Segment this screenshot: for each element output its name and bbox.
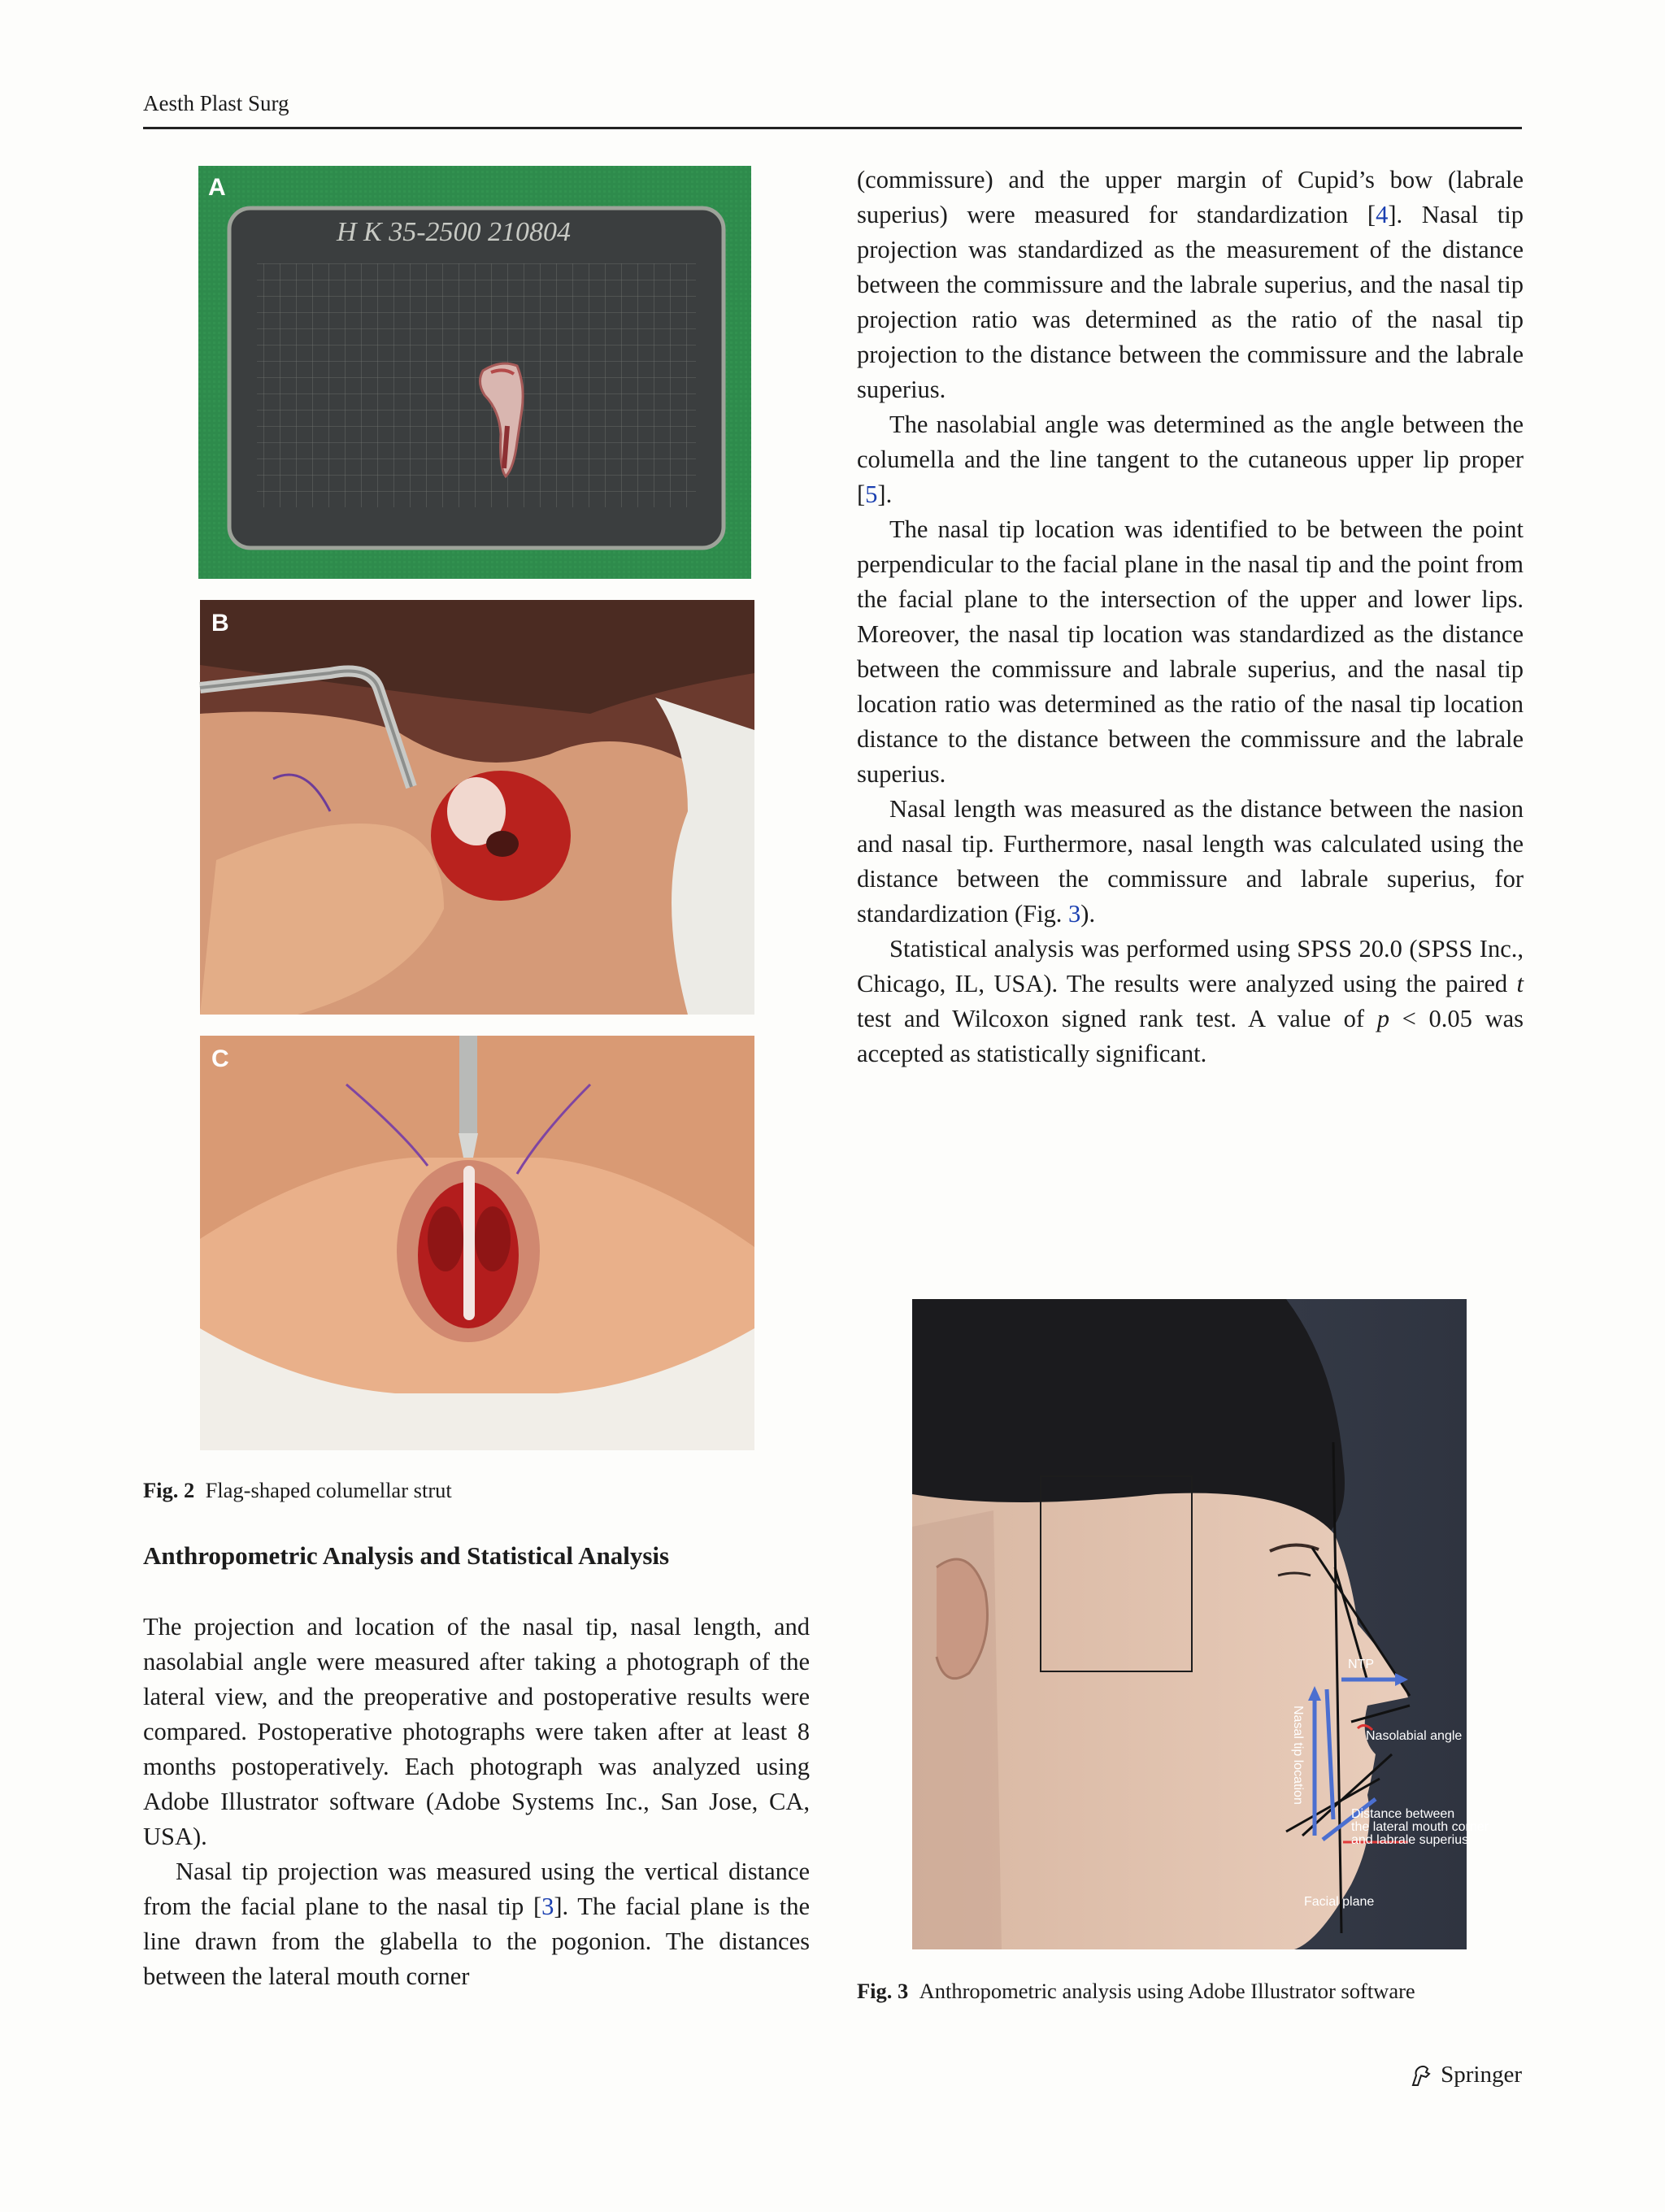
- distance-label-line-1: Distance between: [1351, 1807, 1455, 1821]
- panel-label-b: B: [211, 610, 229, 637]
- citation-link-5[interactable]: 5: [865, 480, 878, 508]
- ntp-label: NTP: [1348, 1658, 1374, 1671]
- left-paragraph-1: The projection and location of the nasal tip, nasal length, and nasolabial angle were measured after taking a photograph of the lateral view, and the preoperative and postoperative results were compared. Postoperative photographs were taken after at least 8 months postoperatively. Each photograph was analyzed using Adobe Illustrator software (Adobe Systems Inc., San Jose, CA, USA).: [143, 1613, 810, 1850]
- panel-label-a: A: [208, 174, 226, 201]
- springer-horse-icon: [1408, 2062, 1434, 2088]
- figure3-photo: [912, 1299, 1489, 1949]
- publisher-logo: [1408, 2062, 1522, 2088]
- right-column-text: [857, 163, 1524, 1071]
- distance-label-line-2: the lateral mouth corner: [1351, 1820, 1489, 1834]
- nasal-tip-location-label: Nasal tip location: [1291, 1706, 1305, 1805]
- right-paragraph-4: Nasal length was measured as the distance between the nasion and nasal tip. Furthermore, nasal length was calculated using the distance between the commissure and labrale superius, for standardization (Fig. 3).: [857, 795, 1524, 928]
- columellar-strut-on-ruler-photo: [198, 166, 751, 579]
- figure2-caption-text: Flag-shaped columellar strut: [205, 1478, 452, 1502]
- facial-plane-label: Facial plane: [1304, 1895, 1375, 1909]
- figure3-caption: [857, 1979, 1415, 2004]
- profile-analysis-figure: [912, 1299, 1489, 1949]
- figure2-caption: [143, 1478, 452, 1503]
- right-paragraph-3: The nasal tip location was identified to be between the point perpendicular to the facial plane in the nasal tip and the point from the facial plane to the intersection of the upper and lower lips. Moreover, the nasal tip location was standardized as the distance between the commissure and labrale superius, and the nasal tip location ratio was determined as the ratio of the nasal tip location distance to the distance between the commissure and the labrale superius.: [857, 515, 1524, 788]
- figure2-caption-label: Fig. 2: [143, 1478, 195, 1502]
- ruler-marking: H K 35-2500 210804: [337, 217, 572, 247]
- intraoperative-nose-photo-c: [200, 1036, 754, 1450]
- figure2-panel-a: [198, 166, 751, 579]
- journal-name: Aesth Plast Surg: [143, 91, 289, 115]
- left-paragraph-2: Nasal tip projection was measured using the vertical distance from the facial plane to the nasal tip [3]. The facial plane is the line drawn from the glabella to the pogonion. The distances between the lateral mouth corner: [143, 1858, 810, 1990]
- distance-label-line-3: and labrale superius: [1351, 1833, 1469, 1847]
- intraoperative-nose-photo-b: [200, 600, 754, 1015]
- section-heading: Anthropometric Analysis and Statistical Analysis: [143, 1541, 670, 1570]
- nasolabial-angle-label: Nasolabial angle: [1366, 1729, 1463, 1743]
- left-column-text: [143, 1610, 810, 1994]
- right-paragraph-5: Statistical analysis was performed using SPSS 20.0 (SPSS Inc., Chicago, IL, USA). The results were analyzed using the paired t test and Wilcoxon signed rank test. A value of p < 0.05 was accepted as statistically significant.: [857, 935, 1524, 1067]
- panel-label-c: C: [211, 1045, 229, 1072]
- citation-link-3[interactable]: 3: [541, 1893, 554, 1920]
- header-rule: [143, 127, 1522, 129]
- figure2-panel-c: [200, 1036, 754, 1450]
- right-paragraph-2: The nasolabial angle was determined as the angle between the columella and the line tangent to the cutaneous upper lip proper [5].: [857, 411, 1524, 508]
- citation-link-4[interactable]: 4: [1376, 201, 1389, 228]
- publisher-name: Springer: [1441, 2062, 1522, 2088]
- figure3-caption-label: Fig. 3: [857, 1979, 909, 2003]
- figure3-caption-text: Anthropometric analysis using Adobe Illustrator software: [919, 1979, 1415, 2003]
- figure-link-3[interactable]: 3: [1068, 900, 1081, 928]
- right-paragraph-1: (commissure) and the upper margin of Cupid’s bow (labrale superius) were measured for standardization [4]. Nasal tip projection was standardized as the measurement of the distance between the commissure and the labrale superius, and the nasal tip projection ratio was determined as the ratio of the nasal tip projection to the distance between the commissure and the labrale superius.: [857, 166, 1524, 403]
- figure2-panel-b: [200, 600, 754, 1015]
